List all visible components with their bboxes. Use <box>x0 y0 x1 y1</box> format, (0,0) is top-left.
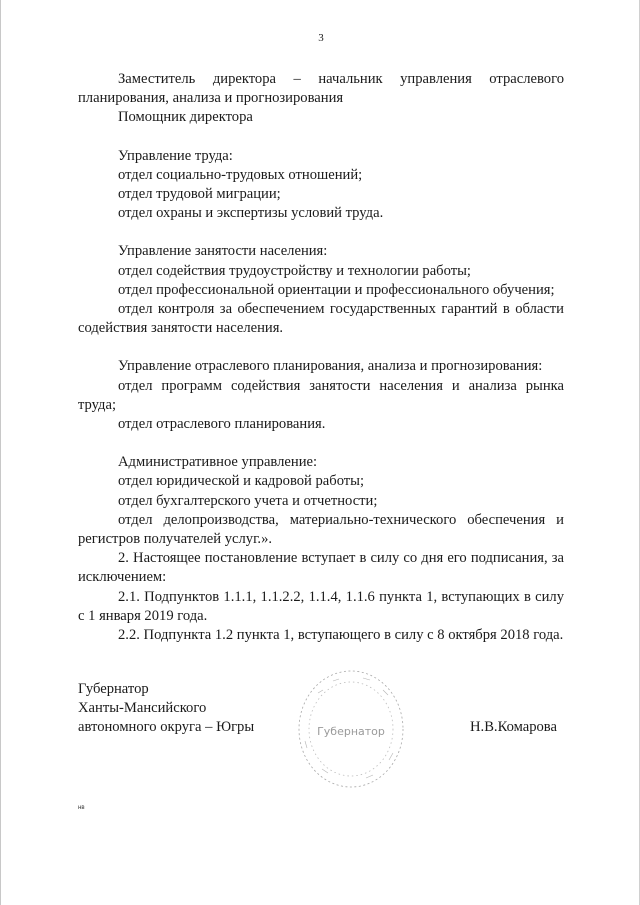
admin-item: отдел бухгалтерского учета и отчетности; <box>118 492 378 509</box>
page-number: 3 <box>318 32 324 44</box>
labor-item: отдел охраны и экспертизы условий труда. <box>118 205 384 222</box>
clause-2-1: 2.1. Подпунктов 1.1.1, 1.1.2.2, 1.1.4, 1.1.6 пункта 1, вступающих в силу с 1 января 2019 года. <box>78 588 564 624</box>
seal-text: Губернатор <box>317 725 385 738</box>
labor-department-heading: Управление труда: <box>118 147 233 164</box>
employment-item: отдел контроля за обеспечением государственных гарантий в области содействия занятости населения. <box>78 301 564 337</box>
employment-department-heading: Управление занятости населения: <box>118 243 328 260</box>
signatory-title-line: Ханты-Мансийского <box>78 700 207 717</box>
signatory-name: Н.В.Комарова <box>470 719 557 735</box>
employment-item: отдел содействия трудоустройству и технологии работы; <box>118 262 471 279</box>
admin-department-heading: Административное управление: <box>118 454 318 471</box>
employment-item: отдел профессиональной ориентации и профессионального обучения; <box>118 281 555 298</box>
signatory-title-line: автономного округа – Югры <box>78 719 255 736</box>
document-body <box>78 70 564 645</box>
assistant-director-line: Помощник директора <box>118 109 253 126</box>
admin-item: отдел делопроизводства, материально-технического обеспечения и регистров получателей услуг.». <box>78 511 564 548</box>
signatory-title-line: Губернатор <box>78 681 149 697</box>
deputy-director-line: Заместитель директора – начальник управления отраслевого планирования, анализа и прогнозирования <box>78 71 564 107</box>
planning-item: отдел программ содействия занятости населения и анализа рынка труда; <box>78 377 564 413</box>
clause-2-2: 2.2. Подпункта 1.2 пункта 1, вступающего в силу с 8 октября 2018 года. <box>118 627 564 644</box>
planning-department-heading: Управление отраслевого планирования, анализа и прогнозирования: <box>118 358 543 375</box>
clause-2: 2. Настоящее постановление вступает в силу со дня его подписания, за исключением: <box>78 550 564 586</box>
planning-item: отдел отраслевого планирования. <box>118 416 326 433</box>
signature-block <box>78 680 564 738</box>
labor-item: отдел социально-трудовых отношений; <box>118 166 363 183</box>
executor-initials: нв <box>78 805 85 811</box>
admin-item: отдел юридической и кадровой работы; <box>118 473 365 490</box>
labor-item: отдел трудовой миграции; <box>118 186 281 203</box>
